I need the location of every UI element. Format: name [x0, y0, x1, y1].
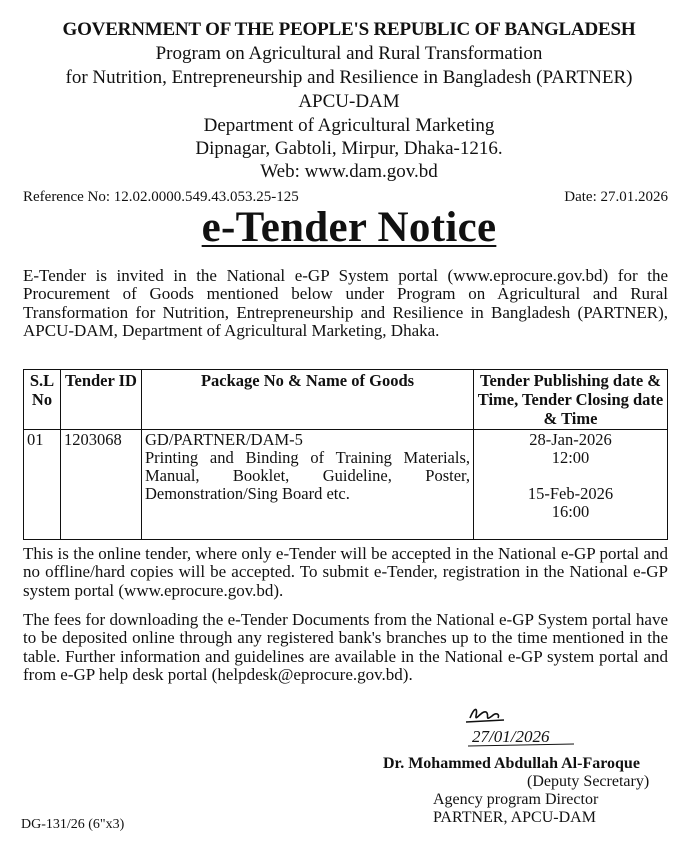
header-apcu: APCU-DAM: [298, 91, 400, 112]
intro-paragraph: E-Tender is invited in the National e-GP System portal (www.eprocure.gov.bd) for the Procurement of Goods mentioned below under Program on Agricultural and Rural Transformation for Nutrition, Entrepreneurship and Resilience in Bangladesh (PARTNER), APCU-DAM, Department of Agricultural Marketing, Dhaka.: [23, 266, 668, 341]
header-department: Department of Agricultural Marketing: [203, 115, 495, 136]
package-number: GD/PARTNER/DAM-5: [145, 430, 303, 449]
handwritten-date: 27/01/2026: [472, 727, 550, 746]
tender-table: [23, 369, 668, 540]
signatory-role: Agency program Director: [433, 791, 599, 808]
col-header-package: Package No & Name of Goods: [142, 370, 474, 430]
header-address: Dipnagar, Gabtoli, Mirpur, Dhaka-1216.: [195, 138, 503, 159]
closing-time: 16:00: [551, 502, 590, 521]
cell-dates: [474, 430, 668, 540]
header-government: GOVERNMENT OF THE PEOPLE'S REPUBLIC OF BANGLADESH: [62, 19, 636, 40]
handwritten-signature-icon: [462, 700, 582, 752]
cell-sl: 01: [24, 430, 61, 540]
signatory-designation: (Deputy Secretary): [527, 773, 650, 790]
online-tender-paragraph: This is the online tender, where only e-Tender will be accepted in the National e-GP portal and no offline/hard copies will be accepted. To submit e-Tender, registration in the National e-GP system portal (www.eprocure.gov.bd).: [23, 544, 668, 600]
fees-paragraph: The fees for downloading the e-Tender Documents from the National e-GP System portal have to be deposited online through any registered bank's branches up to the time mentioned in the table. Further information and guidelines are available in the National e-GP system portal and from e-GP help desk portal (helpdesk@eprocure.gov.bd).: [23, 610, 668, 685]
cell-tender-id: 1203068: [61, 430, 142, 540]
table-header-row: [24, 370, 668, 430]
col-header-dates: Tender Publishing date & Time, Tender Closing date & Time: [474, 370, 668, 430]
notice-title: e-Tender Notice: [201, 204, 497, 251]
header-web: Web: www.dam.gov.bd: [260, 161, 438, 182]
cell-package: [142, 430, 474, 540]
col-header-tender-id: Tender ID: [61, 370, 142, 430]
publish-date: 28-Jan-2026: [529, 430, 612, 449]
header-program-cont: for Nutrition, Entrepreneurship and Resilience in Bangladesh (PARTNER): [65, 67, 633, 88]
table-row: [24, 430, 668, 540]
header-program: Program on Agricultural and Rural Transformation: [155, 43, 543, 64]
goods-description: Printing and Binding of Training Materials, Manual, Booklet, Guideline, Poster, Demonstration/Sing Board etc.: [145, 448, 470, 503]
closing-date: 15-Feb-2026: [527, 484, 614, 503]
signatory-org: PARTNER, APCU-DAM: [433, 809, 596, 826]
reference-number: Reference No: 12.02.0000.549.43.053.25-125: [23, 189, 299, 205]
signatory-name: Dr. Mohammed Abdullah Al-Faroque: [383, 755, 640, 772]
publish-time: 12:00: [551, 448, 590, 467]
notice-date: Date: 27.01.2026: [564, 189, 668, 205]
footer-code: DG-131/26 (6"x3): [21, 817, 125, 832]
col-header-sl: S.L No: [24, 370, 61, 430]
